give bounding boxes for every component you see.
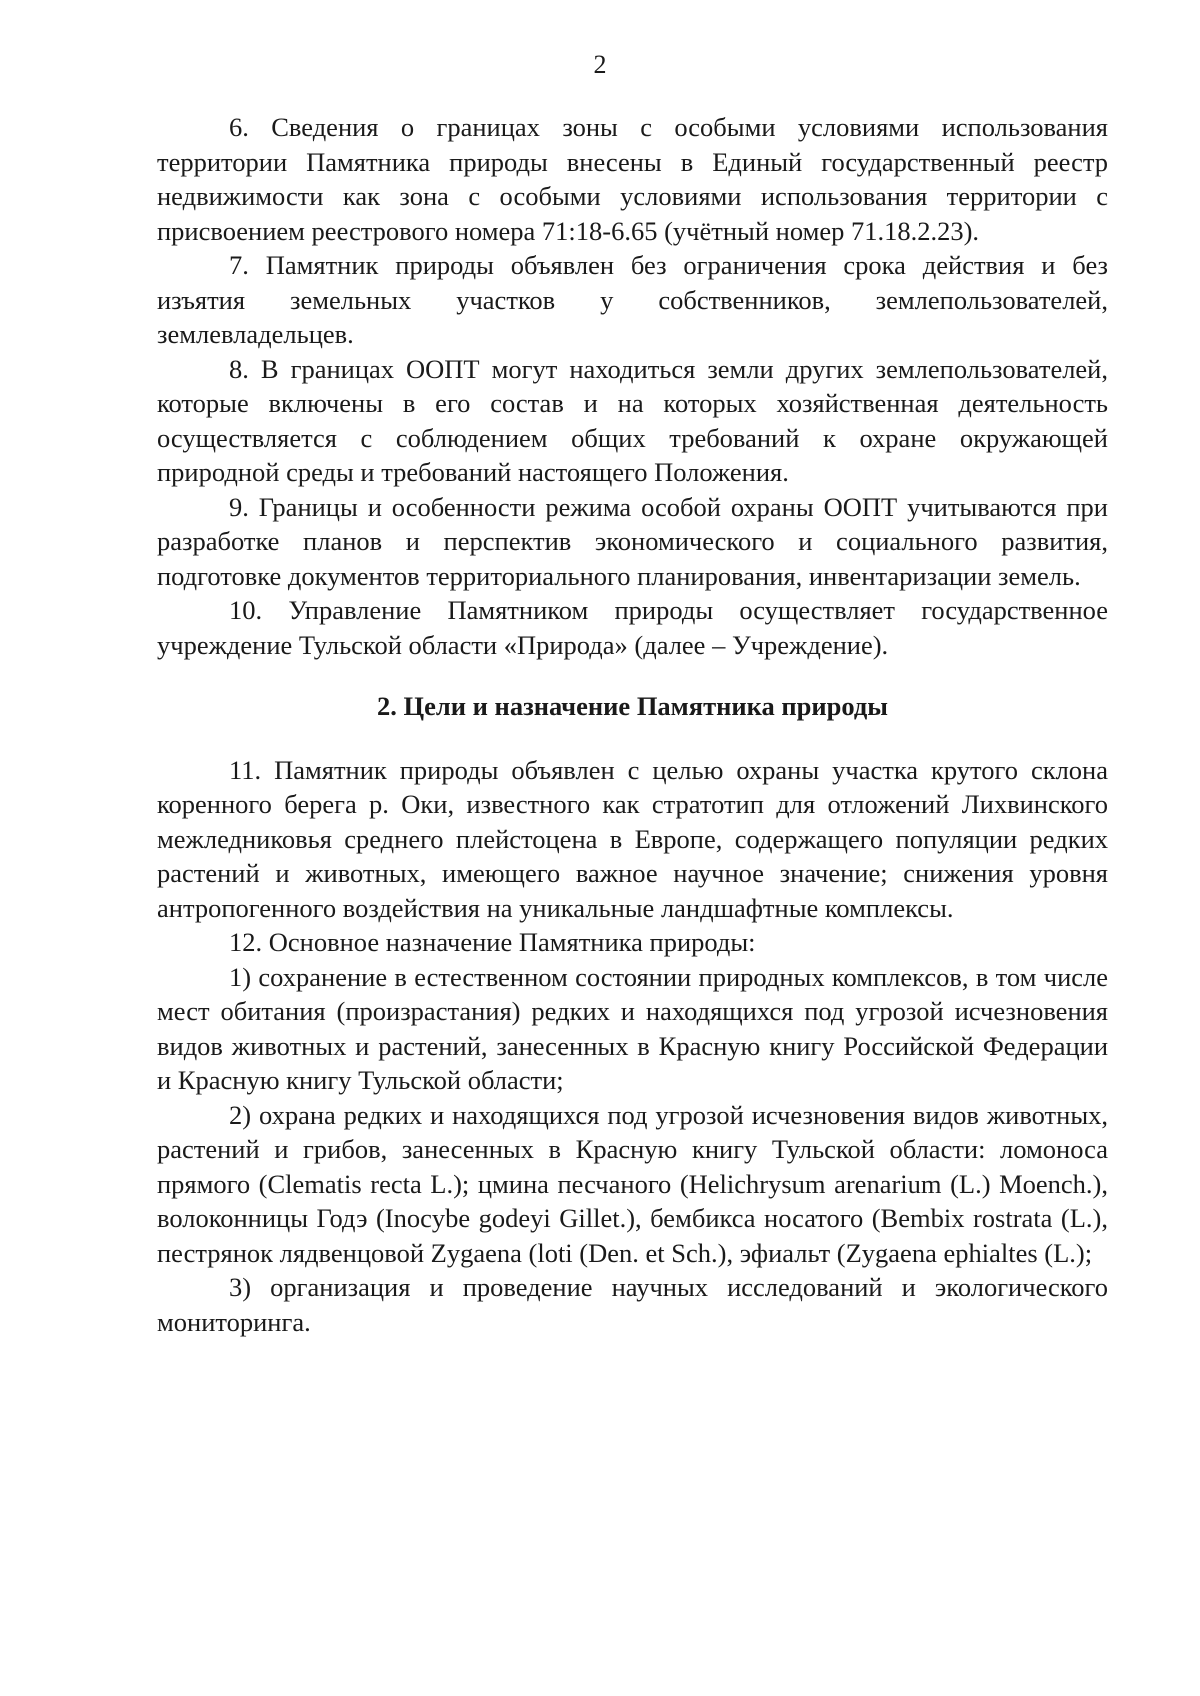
list-item-2: 2) охрана редких и находящихся под угрозой исчезновения видов животных, растений и грибов, занесенных в Красную книгу Тульской области: ломоноса прямого (Clematis recta L.); цмина песчаного (Helichrysum arenarium (L.) Moench.), волоконницы Годэ (Inocybe godeyi Gillet.), бембикса носатого (Bembix rostrata (L.), пестрянок лядвенцовой Zygaena (loti (Den. et Sch.), эфиальт (Zygaena ephialtes (L.); [157,1099,1108,1268]
page-number: 2 [593,50,607,79]
paragraph-6: 6. Сведения о границах зоны с особыми условиями использования территории Памятника природы внесены в Единый государственный реестр недвижимости как зона с особыми условиями использования территории с присвоением реестрового номера 71:18-6.65 (учётный номер 71.18.2.23). [157,112,1108,246]
list-item-3: 3) организация и проведение научных исследований и экологического мониторинга. [157,1272,1108,1337]
paragraph-7: 7. Памятник природы объявлен без ограничения срока действия и без изъятия земельных участков у собственников, землепользователей, землевладельцев. [157,250,1108,349]
document-body [157,110,1108,1339]
section-heading: 2. Цели и назначение Памятника природы [377,691,888,721]
list-item-1: 1) сохранение в естественном состоянии природных комплексов, в том числе мест обитания (произрастания) редких и находящихся под угрозой исчезновения видов животных и растений, занесенных в Красную книгу Российской Федерации и Красную книгу Тульской области; [157,961,1108,1095]
paragraph-8: 8. В границах ООПТ могут находиться земли других землепользователей, которые включены в его состав и на которых хозяйственная деятельность осуществляется с соблюдением общих требований к охране окружающей природной среды и требований настоящего Положения. [157,353,1108,487]
paragraph-12: 12. Основное назначение Памятника природы: [229,927,756,957]
paragraph-9: 9. Границы и особенности режима особой охраны ООПТ учитываются при разработке планов и перспектив экономического и социального развития, подготовке документов территориального планирования, инвентаризации земель. [157,491,1108,591]
paragraph-10: 10. Управление Памятником природы осуществляет государственное учреждение Тульской области «Природа» (далее – Учреждение). [157,595,1108,660]
paragraph-11: 11. Памятник природы объявлен с целью охраны участка крутого склона коренного берега р. Оки, известного как стратотип для отложений Лихвинского межледниковья среднего плейстоцена в Европе, содержащего популяции редких растений и животных, имеющего важное научное значение; снижения уровня антропогенного воздействия на уникальные ландшафтные комплексы. [157,754,1108,923]
